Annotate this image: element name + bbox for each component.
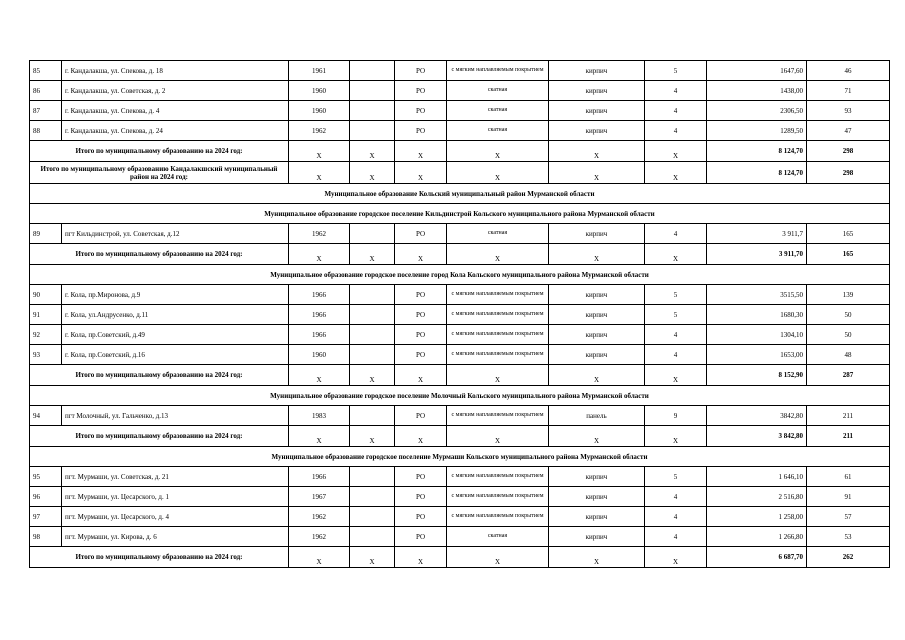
program-cell: РО xyxy=(395,527,447,547)
total-area: 8 124,70 xyxy=(707,141,807,162)
floors-cell: 4 xyxy=(645,507,707,527)
program-cell: РО xyxy=(395,406,447,426)
total-x-cell: Х xyxy=(395,547,447,568)
total-residents: 287 xyxy=(807,365,890,386)
empty-cell xyxy=(350,285,395,305)
total-x-cell: Х xyxy=(395,141,447,162)
total-residents: 298 xyxy=(807,162,890,184)
floors-cell: 4 xyxy=(645,121,707,141)
residents-cell: 48 xyxy=(807,345,890,365)
wall-material-cell: кирпич xyxy=(549,285,645,305)
address-cell: г. Кола, ул.Андрусенко, д.11 xyxy=(62,305,289,325)
table-row xyxy=(30,305,890,325)
section-heading-row xyxy=(30,184,890,204)
roof-type-cell: скатная xyxy=(447,224,549,244)
total-label: Итого по муниципальному образованию на 2024 год: xyxy=(30,365,289,386)
roof-type-cell: скатная xyxy=(447,81,549,101)
floors-cell: 5 xyxy=(645,467,707,487)
address-cell: г. Кандалакша, ул. Спекова, д. 4 xyxy=(62,101,289,121)
table-body xyxy=(30,61,890,568)
row-number: 85 xyxy=(30,61,62,81)
wall-material-cell: кирпич xyxy=(549,325,645,345)
table-row xyxy=(30,224,890,244)
empty-cell xyxy=(350,224,395,244)
floors-cell: 4 xyxy=(645,224,707,244)
area-cell: 1438,00 xyxy=(707,81,807,101)
roof-type-cell: скатная xyxy=(447,101,549,121)
roof-type-cell: с мягким наплавляемым покрытием xyxy=(447,285,549,305)
program-cell: РО xyxy=(395,325,447,345)
empty-cell xyxy=(350,121,395,141)
residents-cell: 57 xyxy=(807,507,890,527)
area-cell: 1647,60 xyxy=(707,61,807,81)
empty-cell xyxy=(350,487,395,507)
section-heading-row xyxy=(30,386,890,406)
table-row xyxy=(30,61,890,81)
residents-cell: 61 xyxy=(807,467,890,487)
table-row xyxy=(30,507,890,527)
total-x-cell: Х xyxy=(549,141,645,162)
year-cell: 1960 xyxy=(289,101,350,121)
total-x-cell: Х xyxy=(289,162,350,184)
floors-cell: 4 xyxy=(645,101,707,121)
wall-material-cell: кирпич xyxy=(549,345,645,365)
total-area: 6 687,70 xyxy=(707,547,807,568)
floors-cell: 4 xyxy=(645,325,707,345)
wall-material-cell: панель xyxy=(549,406,645,426)
address-cell: г. Кола, пр.Миронова, д.9 xyxy=(62,285,289,305)
row-number: 97 xyxy=(30,507,62,527)
total-x-cell: Х xyxy=(289,426,350,447)
empty-cell xyxy=(350,406,395,426)
total-residents: 298 xyxy=(807,141,890,162)
row-number: 95 xyxy=(30,467,62,487)
wall-material-cell: кирпич xyxy=(549,487,645,507)
total-label: Итого по муниципальному образованию на 2024 год: xyxy=(30,141,289,162)
roof-type-cell: с мягким наплавляемым покрытием xyxy=(447,305,549,325)
area-cell: 2306,50 xyxy=(707,101,807,121)
total-x-cell: Х xyxy=(350,365,395,386)
total-row xyxy=(30,426,890,447)
program-cell: РО xyxy=(395,224,447,244)
row-number: 98 xyxy=(30,527,62,547)
address-cell: г. Кола, пр.Советский, д.49 xyxy=(62,325,289,345)
total-x-cell: Х xyxy=(645,426,707,447)
year-cell: 1962 xyxy=(289,507,350,527)
total-x-cell: Х xyxy=(350,162,395,184)
total-x-cell: Х xyxy=(549,365,645,386)
housing-table xyxy=(29,60,890,568)
total-x-cell: Х xyxy=(645,365,707,386)
year-cell: 1966 xyxy=(289,325,350,345)
section-heading-row xyxy=(30,447,890,467)
area-cell: 3 911,7 xyxy=(707,224,807,244)
residents-cell: 211 xyxy=(807,406,890,426)
total-row xyxy=(30,141,890,162)
wall-material-cell: кирпич xyxy=(549,61,645,81)
total-x-cell: Х xyxy=(350,141,395,162)
residents-cell: 46 xyxy=(807,61,890,81)
address-cell: пгт. Мурмаши, ул. Цесарского, д. 4 xyxy=(62,507,289,527)
address-cell: г. Кола, пр.Советский, д.16 xyxy=(62,345,289,365)
total-x-cell: Х xyxy=(350,244,395,265)
roof-type-cell: с мягким наплавляемым покрытием xyxy=(447,325,549,345)
total-x-cell: Х xyxy=(645,244,707,265)
floors-cell: 5 xyxy=(645,61,707,81)
table-row xyxy=(30,285,890,305)
table-row xyxy=(30,527,890,547)
roof-type-cell: с мягким наплавляемым покрытием xyxy=(447,467,549,487)
total-residents: 211 xyxy=(807,426,890,447)
floors-cell: 5 xyxy=(645,305,707,325)
total-residents: 262 xyxy=(807,547,890,568)
wall-material-cell: кирпич xyxy=(549,121,645,141)
empty-cell xyxy=(350,467,395,487)
residents-cell: 50 xyxy=(807,325,890,345)
program-cell: РО xyxy=(395,61,447,81)
address-cell: пгт Кильдинстрой, ул. Советская, д.12 xyxy=(62,224,289,244)
address-cell: г. Кандалакша, ул. Спекова, д. 24 xyxy=(62,121,289,141)
empty-cell xyxy=(350,507,395,527)
floors-cell: 4 xyxy=(645,345,707,365)
total-row xyxy=(30,244,890,265)
roof-type-cell: скатная xyxy=(447,527,549,547)
year-cell: 1961 xyxy=(289,61,350,81)
program-cell: РО xyxy=(395,467,447,487)
table-row xyxy=(30,81,890,101)
residents-cell: 50 xyxy=(807,305,890,325)
row-number: 86 xyxy=(30,81,62,101)
table-row xyxy=(30,345,890,365)
total-area: 8 124,70 xyxy=(707,162,807,184)
total-x-cell: Х xyxy=(549,547,645,568)
roof-type-cell: с мягким наплавляемым покрытием xyxy=(447,406,549,426)
total-row xyxy=(30,162,890,184)
empty-cell xyxy=(350,325,395,345)
section-title: Муниципальное образование Кольский муниципальный район Мурманской области xyxy=(30,184,890,204)
row-number: 92 xyxy=(30,325,62,345)
total-label: Итого по муниципальному образованию на 2024 год: xyxy=(30,426,289,447)
year-cell: 1962 xyxy=(289,121,350,141)
total-x-cell: Х xyxy=(549,162,645,184)
area-cell: 1 646,10 xyxy=(707,467,807,487)
program-cell: РО xyxy=(395,101,447,121)
total-area: 8 152,90 xyxy=(707,365,807,386)
total-x-cell: Х xyxy=(395,162,447,184)
empty-cell xyxy=(350,305,395,325)
year-cell: 1983 xyxy=(289,406,350,426)
address-cell: пгт. Мурмаши, ул. Советская, д. 21 xyxy=(62,467,289,487)
table-row xyxy=(30,406,890,426)
total-x-cell: Х xyxy=(447,244,549,265)
area-cell: 1304,10 xyxy=(707,325,807,345)
row-number: 94 xyxy=(30,406,62,426)
total-area: 3 911,70 xyxy=(707,244,807,265)
residents-cell: 71 xyxy=(807,81,890,101)
residents-cell: 139 xyxy=(807,285,890,305)
roof-type-cell: с мягким наплавляемым покрытием xyxy=(447,345,549,365)
total-x-cell: Х xyxy=(350,426,395,447)
total-label: Итого по муниципальному образованию на 2024 год: xyxy=(30,244,289,265)
section-title: Муниципальное образование городское поселение Мурмаши Кольского муниципального района Мурманской области xyxy=(30,447,890,467)
floors-cell: 5 xyxy=(645,285,707,305)
total-x-cell: Х xyxy=(447,365,549,386)
program-cell: РО xyxy=(395,305,447,325)
year-cell: 1960 xyxy=(289,345,350,365)
total-x-cell: Х xyxy=(395,244,447,265)
program-cell: РО xyxy=(395,507,447,527)
empty-cell xyxy=(350,81,395,101)
floors-cell: 4 xyxy=(645,487,707,507)
roof-type-cell: с мягким наплавляемым покрытием xyxy=(447,507,549,527)
total-x-cell: Х xyxy=(645,162,707,184)
table-row xyxy=(30,325,890,345)
total-x-cell: Х xyxy=(395,426,447,447)
address-cell: г. Кандалакша, ул. Советская, д. 2 xyxy=(62,81,289,101)
program-cell: РО xyxy=(395,81,447,101)
program-cell: РО xyxy=(395,121,447,141)
row-number: 90 xyxy=(30,285,62,305)
total-x-cell: Х xyxy=(289,244,350,265)
program-cell: РО xyxy=(395,285,447,305)
total-x-cell: Х xyxy=(289,365,350,386)
wall-material-cell: кирпич xyxy=(549,224,645,244)
program-cell: РО xyxy=(395,345,447,365)
empty-cell xyxy=(350,527,395,547)
floors-cell: 4 xyxy=(645,81,707,101)
row-number: 87 xyxy=(30,101,62,121)
row-number: 89 xyxy=(30,224,62,244)
total-label: Итого по муниципальному образованию Кандалакшский муниципальный район на 2024 год: xyxy=(30,162,289,184)
residents-cell: 93 xyxy=(807,101,890,121)
area-cell: 1653,00 xyxy=(707,345,807,365)
address-cell: пгт Молочный, ул. Гальченко, д.13 xyxy=(62,406,289,426)
section-heading-row xyxy=(30,204,890,224)
empty-cell xyxy=(350,101,395,121)
row-number: 96 xyxy=(30,487,62,507)
wall-material-cell: кирпич xyxy=(549,527,645,547)
total-row xyxy=(30,365,890,386)
area-cell: 1 266,80 xyxy=(707,527,807,547)
row-number: 88 xyxy=(30,121,62,141)
residents-cell: 47 xyxy=(807,121,890,141)
roof-type-cell: с мягким наплавляемым покрытием xyxy=(447,61,549,81)
total-x-cell: Х xyxy=(350,547,395,568)
residents-cell: 91 xyxy=(807,487,890,507)
row-number: 93 xyxy=(30,345,62,365)
total-residents: 165 xyxy=(807,244,890,265)
wall-material-cell: кирпич xyxy=(549,507,645,527)
table-row xyxy=(30,101,890,121)
total-x-cell: Х xyxy=(447,547,549,568)
area-cell: 3515,50 xyxy=(707,285,807,305)
floors-cell: 9 xyxy=(645,406,707,426)
wall-material-cell: кирпич xyxy=(549,467,645,487)
area-cell: 1 258,00 xyxy=(707,507,807,527)
empty-cell xyxy=(350,61,395,81)
year-cell: 1962 xyxy=(289,527,350,547)
residents-cell: 53 xyxy=(807,527,890,547)
roof-type-cell: с мягким наплавляемым покрытием xyxy=(447,487,549,507)
area-cell: 1289,50 xyxy=(707,121,807,141)
wall-material-cell: кирпич xyxy=(549,101,645,121)
year-cell: 1967 xyxy=(289,487,350,507)
total-row xyxy=(30,547,890,568)
address-cell: пгт. Мурмаши, ул. Кирова, д. 6 xyxy=(62,527,289,547)
section-title: Муниципальное образование городское поселение Молочный Кольского муниципального района Мурманской области xyxy=(30,386,890,406)
area-cell: 1680,30 xyxy=(707,305,807,325)
section-heading-row xyxy=(30,265,890,285)
total-x-cell: Х xyxy=(395,365,447,386)
year-cell: 1960 xyxy=(289,81,350,101)
empty-cell xyxy=(350,345,395,365)
total-x-cell: Х xyxy=(447,141,549,162)
address-cell: г. Кандалакша, ул. Спекова, д. 18 xyxy=(62,61,289,81)
area-cell: 2 516,80 xyxy=(707,487,807,507)
area-cell: 3842,80 xyxy=(707,406,807,426)
table-row xyxy=(30,487,890,507)
total-x-cell: Х xyxy=(645,547,707,568)
table-row xyxy=(30,121,890,141)
program-cell: РО xyxy=(395,487,447,507)
year-cell: 1966 xyxy=(289,305,350,325)
section-title: Муниципальное образование городское поселение город Кола Кольского муниципального района Мурманской области xyxy=(30,265,890,285)
roof-type-cell: скатная xyxy=(447,121,549,141)
residents-cell: 165 xyxy=(807,224,890,244)
total-area: 3 842,80 xyxy=(707,426,807,447)
total-x-cell: Х xyxy=(549,244,645,265)
total-x-cell: Х xyxy=(289,547,350,568)
year-cell: 1966 xyxy=(289,467,350,487)
total-x-cell: Х xyxy=(447,162,549,184)
total-x-cell: Х xyxy=(447,426,549,447)
table-row xyxy=(30,467,890,487)
total-label: Итого по муниципальному образованию на 2024 год: xyxy=(30,547,289,568)
section-title: Муниципальное образование городское поселение Кильдинстрой Кольского муниципального района Мурманской области xyxy=(30,204,890,224)
total-x-cell: Х xyxy=(289,141,350,162)
year-cell: 1962 xyxy=(289,224,350,244)
address-cell: пгт. Мурмаши, ул. Цесарского, д. 1 xyxy=(62,487,289,507)
floors-cell: 4 xyxy=(645,527,707,547)
wall-material-cell: кирпич xyxy=(549,305,645,325)
wall-material-cell: кирпич xyxy=(549,81,645,101)
row-number: 91 xyxy=(30,305,62,325)
total-x-cell: Х xyxy=(645,141,707,162)
total-x-cell: Х xyxy=(549,426,645,447)
year-cell: 1966 xyxy=(289,285,350,305)
